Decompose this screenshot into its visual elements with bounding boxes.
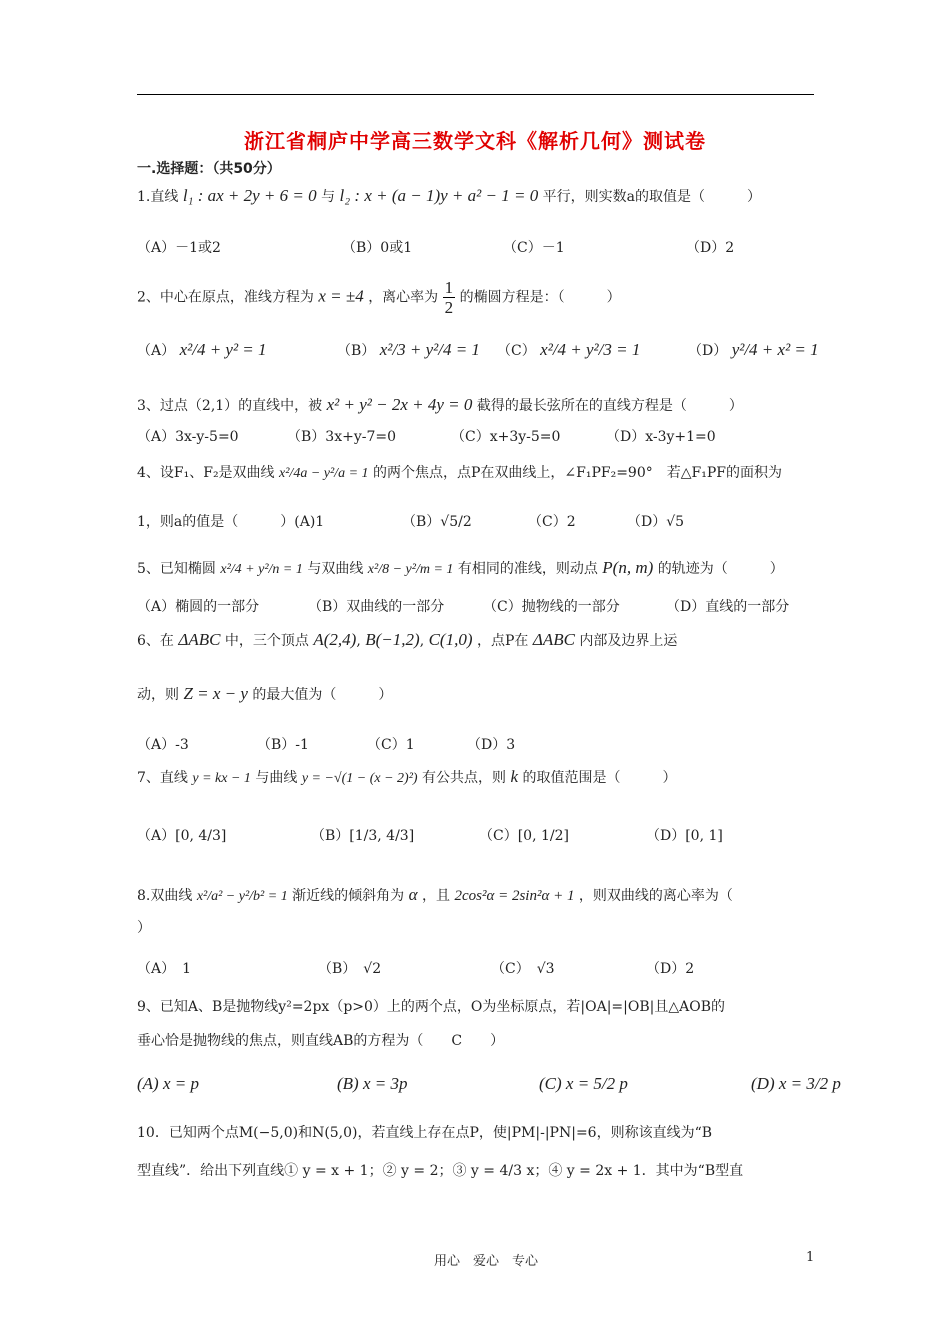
q3-option-b: （B）3x+y-7=0 — [287, 429, 397, 445]
q6-triangle: ΔABC — [178, 630, 221, 649]
q9-option-d: (D) x = 3/2 p — [751, 1074, 841, 1093]
q6-option-c: （C）1 — [367, 737, 415, 753]
q5-text3: 有相同的准线，则动点 — [457, 561, 598, 577]
q1-line1-eq: l₁ : ax + 2y + 6 = 0 — [182, 186, 317, 205]
q6-text2: 中，三个顶点 — [224, 633, 309, 649]
q4-option-b: （B）√5/2 — [402, 514, 472, 530]
q4-hyperbola-eq: x²/4a − y²/a = 1 — [279, 466, 369, 481]
q6-option-d: （D）3 — [467, 737, 516, 753]
q7-option-d: （D）[0, 1] — [646, 828, 723, 844]
q8-option-a: （A） 1 — [137, 961, 192, 977]
q2-text3: 的椭圆方程是：（ ） — [459, 289, 621, 306]
q2-text2: ，离心率为 — [368, 289, 439, 306]
q3-option-a: （A）3x-y-5=0 — [137, 429, 239, 445]
question-3 — [137, 395, 743, 415]
q8-option-d: （D）2 — [646, 961, 695, 977]
q8-text2: 渐近线的倾斜角为 — [292, 888, 405, 904]
q1-option-d: （D）2 — [686, 240, 735, 256]
q5-point: P(n, m) — [602, 558, 654, 577]
q5-text2: 与双曲线 — [307, 561, 364, 577]
q4-text1: 4、设F₁、F₂是双曲线 — [137, 465, 275, 481]
q9-option-a: (A) x = p — [137, 1074, 199, 1093]
q7-option-c: （C）[0, 1/2] — [479, 828, 569, 844]
q3-text1: 3、过点（2,1）的直线中，被 — [137, 398, 323, 414]
q6-option-a: （A）-3 — [137, 737, 189, 753]
q8-option-b: （B） √2 — [318, 961, 382, 977]
q7-text4: 的取值范围是（ ） — [522, 770, 677, 786]
page-title: 浙江省桐庐中学高三数学文科《解析几何》测试卷 — [244, 129, 706, 153]
q5-option-d: （D）直线的一部分 — [666, 599, 790, 615]
q6-vertex-b: B(−1,2) — [365, 630, 420, 649]
q6-vertex-c: C(1,0) — [428, 630, 473, 649]
q8-text1: 8.双曲线 — [137, 888, 193, 904]
q5-option-b: （B）双曲线的一部分 — [308, 599, 445, 615]
header-rule — [137, 94, 814, 95]
q7-option-a: （A）[0, 4/3] — [137, 828, 227, 844]
question-6: 6、在 ΔABC 中，三个顶点 A(2,4), B(−1,2), C(1,0) ，点P在 ΔABC 内部及边界上运 — [137, 630, 678, 649]
section-heading: 一.选择题：（共50分） — [137, 161, 281, 177]
q7-curve-eq: y = −√(1 − (x − 2)²) — [301, 771, 418, 786]
q6-triangle-2: ΔABC — [532, 630, 575, 649]
q8-text3: ，且 — [422, 888, 450, 904]
q5-text1: 5、已知椭圆 — [137, 561, 216, 577]
q3-option-d: （D）x-3y+1=0 — [606, 429, 716, 445]
q5-option-a: （A）椭圆的一部分 — [137, 599, 260, 615]
q1-option-a: （A）－1或2 — [137, 240, 221, 256]
q1-mid: 与 — [321, 189, 336, 205]
q6-objective: Z = x − y — [183, 684, 248, 703]
q5-text4: 的轨迹为（ ） — [657, 561, 784, 577]
question-1 — [137, 186, 761, 206]
q6-line2: 动，则 Z = x − y 的最大值为（ ） — [137, 684, 393, 703]
q8-trig-eq: 2cos²α = 2sin²α + 1 — [454, 888, 575, 904]
q3-option-c: （C）x+3y-5=0 — [451, 429, 561, 445]
q7-text3: 有公共点，则 — [422, 770, 507, 786]
q4-line2: 1，则a的值是（ ）(A)1 — [137, 514, 325, 530]
q2-text1: 2、中心在原点，准线方程为 — [137, 289, 314, 306]
q10-line1: 10．已知两个点M(−5,0)和N(5,0)，若直线上存在点P，使|PM|-|PN|=6，则称该直线为“B — [137, 1125, 713, 1141]
question-8 — [137, 885, 733, 905]
question-4 — [137, 462, 782, 482]
q8-line2: ） — [137, 920, 151, 936]
q9-line1: 9、已知A、B是抛物线y²=2px（p>0）上的两个点，O为坐标原点，若|OA|=|OB|且△AOB的 — [137, 999, 725, 1015]
q1-line2-eq: l₂ : x + (a − 1)y + a² − 1 = 0 — [339, 186, 539, 205]
q9-option-b: (B) x = 3p — [337, 1074, 408, 1093]
q2-option-d: （D） y²/4 + x² = 1 — [688, 340, 819, 359]
q7-text2: 与曲线 — [255, 770, 298, 786]
q5-hyperbola-eq: x²/8 − y²/m = 1 — [367, 562, 454, 577]
q2-option-c: （C） x²/4 + y²/3 = 1 — [497, 340, 641, 359]
q5-option-c: （C）抛物线的一部分 — [483, 599, 620, 615]
q8-alpha: α — [408, 885, 418, 904]
q3-text2: 截得的最长弦所在的直线方程是（ ） — [476, 398, 743, 414]
q5-ellipse-eq: x²/4 + y²/n = 1 — [220, 562, 303, 577]
q6-text1: 6、在 — [137, 633, 174, 649]
q2-directrix-eq: x = ±4 — [318, 286, 364, 306]
q1-suffix: 平行，则实数a的取值是（ ） — [542, 189, 762, 205]
q2-eccentricity-frac: $\frac{1}{2}$ — [444, 278, 454, 317]
q6-option-b: （B）-1 — [257, 737, 309, 753]
q4-text2: 的两个焦点，点P在双曲线上，∠F₁PF₂=90° 若△F₁PF的面积为 — [372, 465, 782, 481]
q10-line2: 型直线”．给出下列直线① y = x + 1；② y = 2；③ y = 4/3 x；④ y = 2x + 1．其中为“B型直 — [137, 1163, 744, 1179]
q4-option-d: （D）√5 — [627, 514, 685, 530]
q3-circle-eq: x² + y² − 2x + 4y = 0 — [326, 395, 473, 414]
question-5 — [137, 558, 784, 578]
q7-k: k — [510, 767, 519, 786]
footer-motto: 用心 爱心 专心 — [434, 1254, 539, 1269]
question-2 — [137, 278, 621, 317]
question-7 — [137, 767, 676, 787]
q7-line-eq: y = kx − 1 — [192, 771, 251, 786]
q9-option-c: (C) x = 5/2 p — [539, 1074, 628, 1093]
q7-text1: 7、直线 — [137, 770, 188, 786]
q8-text4: ，则双曲线的离心率为（ — [578, 888, 733, 904]
q2-option-b: （B） x²/3 + y²/4 = 1 — [337, 340, 480, 359]
q8-hyperbola-eq: x²/a² − y²/b² = 1 — [196, 889, 288, 904]
q8-option-c: （C） √3 — [491, 961, 555, 977]
q6-vertex-a: A(2,4) — [313, 630, 357, 649]
q6-text4: 内部及边界上运 — [579, 633, 678, 649]
q1-option-b: （B）0或1 — [342, 240, 413, 256]
q4-option-c: （C）2 — [528, 514, 576, 530]
q6-text3: ，点P在 — [476, 633, 529, 649]
q9-line2: 垂心恰是抛物线的焦点，则直线AB的方程为（ C ） — [137, 1033, 505, 1049]
q7-option-b: （B）[1/3, 4/3] — [311, 828, 415, 844]
page-number: 1 — [806, 1250, 815, 1265]
q2-option-a: （A） x²/4 + y² = 1 — [137, 340, 267, 359]
q1-prefix: 1.直线 — [137, 189, 179, 205]
q1-option-c: （C）－1 — [503, 240, 565, 256]
